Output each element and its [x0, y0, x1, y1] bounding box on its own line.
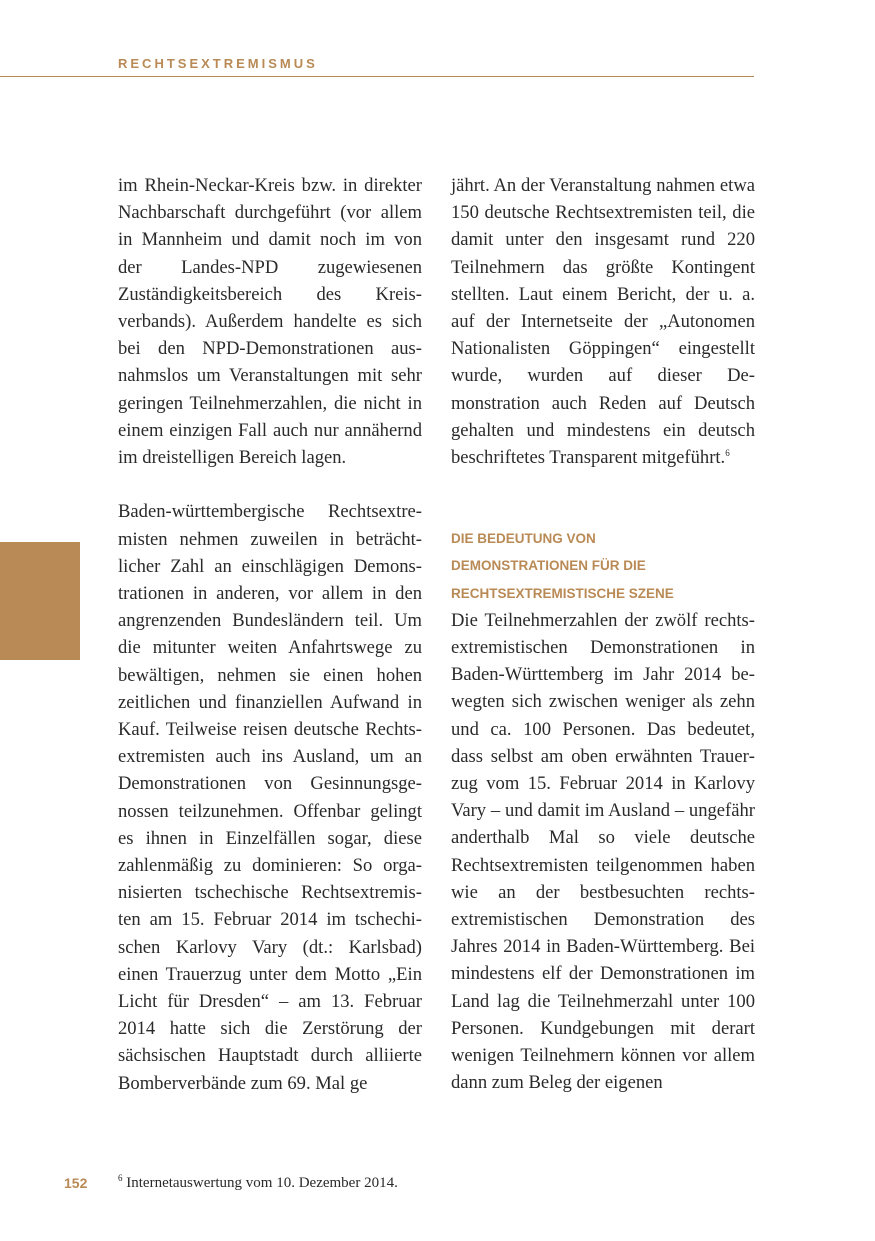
right-paragraph-2: Die Teilnehmerzahlen der zwölf rechtsextremistischen Demonstrationen in Baden-Württemberg im Jahr 2014 bewegten sich zwischen weniger als zehn und ca. 100 Personen. Das bedeutet, dass selbst am oben erwähnten Trauerzug vom 15. Februar 2014 in Karlovy Vary – und damit im Ausland – ungefähr anderthalb Mal so viele deutsche Rechtsextremisten teilgenommen haben wie an der bestbesuchten rechtsextremistischen Demonstration des Jahres 2014 in Baden-Württemberg. Bei mindestens elf der Demonstrationen im Land lag die Teilnehmerzahl unter 100 Personen. Kundgebungen mit derart wenigen Teilnehmern können vor allem dann zum Beleg der eigenen: [451, 609, 755, 1094]
page-number: 152: [64, 1175, 88, 1191]
footnote: [118, 1175, 398, 1192]
section-heading-line-1: DIE BEDEUTUNG VON: [451, 531, 596, 547]
left-column: [118, 172, 422, 1097]
chapter-marker-block: [0, 542, 80, 660]
section-heading: [451, 525, 755, 607]
right-paragraph-1: [451, 172, 755, 471]
right-column: [451, 172, 755, 1097]
section-spacer: [451, 471, 755, 525]
section-heading-line-2: DEMONSTRATIONEN FÜR DIE: [451, 558, 646, 574]
paragraph-spacer: [118, 471, 422, 498]
left-paragraph-2: Baden-württembergische Rechtsextremisten nehmen zuweilen in beträchtlicher Zahl an einschlägigen Demonstrationen in anderen, vor allem in den angrenzenden Bundesländern teil. Um die mitunter weiten Anfahrtswege zu bewältigen, nehmen sie einen hohen zeitlichen und finanziellen Aufwand in Kauf. Teilweise reisen deutsche Rechtsextremisten auch ins Ausland, um an Demonstrationen von Gesinnungsgenossen teilzunehmen. Offenbar gelingt es ihnen in Einzelfällen sogar, diese zahlenmäßig zu dominieren: So organisierten tschechische Rechtsextremisten am 15. Februar 2014 im tschechischen Karlovy Vary (dt.: Karlsbad) einen Trauerzug unter dem Motto „Ein Licht für Dresden“ – am 13. Februar 2014 hatte sich die Zerstörung der sächsischen Hauptstadt durch alliierte Bomberverbände zum 69. Mal ge: [118, 501, 422, 1094]
right-paragraph-1-text: jährt. An der Veranstaltung nahmen etwa 150 deutsche Rechtsextremisten teil, die damit unter den insgesamt rund 220 Teilnehmern das größte Kontingent stellten. Laut einem Bericht, der u. a. auf der Internetseite der „Autonomen Nationalisten Göppingen“ eingestellt wurde, wurden auf dieser Demonstration auch Reden auf Deutsch gehalten und mindestens ein deutsch beschriftetes Transparent mitgeführt.: [451, 175, 755, 469]
footnote-number: 6: [118, 1173, 123, 1183]
left-paragraph-1: im Rhein-Neckar-Kreis bzw. in direkter Nachbarschaft durchgeführt (vor allem in Mannheim und damit noch im von der Landes-NPD zugewiesenen Zuständigkeitsbereich des Kreisverbands). Außerdem handelte es sich bei den NPD-Demonstrationen ausnahmslos um Veranstaltungen mit sehr geringen Teilnehmerzahlen, die nicht in einem einzigen Fall auch nur annähernd im dreistelligen Bereich lagen.: [118, 175, 422, 469]
footnote-text: Internetauswertung vom 10. Dezember 2014.: [126, 1175, 398, 1191]
footnote-reference[interactable]: 6: [725, 447, 730, 458]
running-title: RECHTSEXTREMISMUS: [118, 56, 318, 71]
header-rule: [0, 76, 754, 77]
section-heading-line-3: RECHTSEXTREMISTISCHE SZENE: [451, 585, 674, 601]
